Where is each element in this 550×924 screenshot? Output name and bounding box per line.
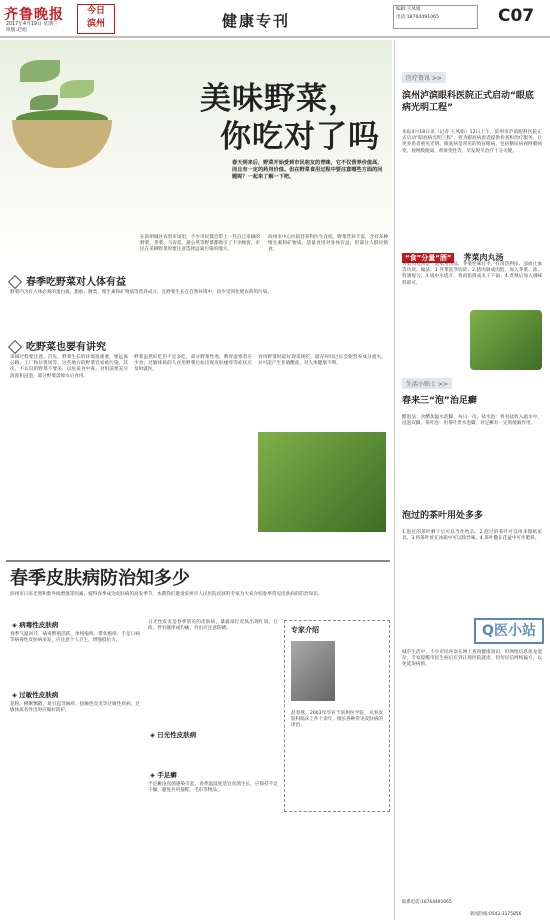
leaf-illustration [20, 60, 60, 82]
recipe-photo [470, 310, 542, 370]
section-title: 健康专刊 [222, 12, 291, 30]
wild-vegetable-photo [258, 432, 386, 532]
city-seal [77, 4, 115, 34]
seal-line2: 滨州 [86, 19, 105, 29]
q-text: 城市生活中，不少市民喜欢在网上查询健康知识，但网络信息鱼龙混杂，专家提醒市民生病后应到正规医院就诊，切勿轻信网络偏方，以免延误病情。 [402, 650, 542, 668]
expert-photo [291, 641, 335, 701]
diamond-icon [8, 340, 22, 354]
tips-tag: 生活小贴士 >> [402, 378, 452, 389]
tips-title: 春来三“泡”治足癣 [402, 396, 477, 406]
lead-subhead-2: 吃野菜也要有讲究 [10, 338, 106, 353]
leaf-illustration [60, 80, 94, 98]
issue-editor: 组版:赵旭 [6, 28, 27, 33]
seal-line1: 今日 [86, 6, 105, 16]
section-rule [6, 560, 390, 562]
news-text: 本报4月18日讯（记者 王凤娟）12日上午，滨州市泸滨眼科医院正式启动“眼底病光明工程”，将为眼底病患者提供检查和治疗服务，让更多患者重见光明。眼底病是常见的致盲眼病，包括糖尿病视网膜病变、视网膜脱离、黄斑变性等，早发现早治疗十分关键。 [402, 130, 542, 154]
leaf-illustration [30, 95, 58, 110]
skin-intro: 滨州市日来光照和紫外线增强等因素，使得春季成为皮肤病的高发季节，本期我们邀请滨州市人民医院皮肤科专家为大家介绍春季常见皮肤病的防治知识。 [10, 592, 323, 597]
tea-title: 泡过的茶叶用处多多 [402, 511, 484, 521]
skin-h-c: ◈ 日光性皮肤病 [150, 731, 197, 739]
lead-title-line2: 你吃对了吗 [220, 119, 380, 155]
skin-h-b: ◈ 过敏性皮肤病 [12, 691, 59, 699]
lead-intro: 春天到来后，野菜开始受到市民朋友的青睐，它不仅营养价值高，而且有一定的药用价值。但在野菜食用过程中要注意哪些方面的问题呢？一起来了解一下吧。 [232, 160, 383, 180]
skin-h-b-text: 花粉、柳絮飘散，易引起荨麻疹、接触性皮炎等过敏性疾病，过敏体质者外出时应做好防护。 [10, 702, 140, 714]
diamond-icon [8, 275, 22, 289]
page-number: C07 [498, 6, 535, 26]
skin-h-a-text: 春季气温回升，病毒繁殖活跃，单纯疱疹、带状疱疹、手足口病等病毒性皮肤病多发，应注意个人卫生，增强抵抗力。 [10, 632, 140, 644]
lead-col1-text: 采摘过程要注意，首先，野菜生长的环境很重要，要远离公路、工厂和垃圾场等，这些地方的野菜容易被污染。其次，不认识的野菜不要采，以免误食中毒。食用前要充分清洗和浸泡，部分野菜需焯水后食用。 [10, 355, 128, 379]
q-footer: 新闻热线:0543-3175856 [470, 912, 522, 917]
editor-box [393, 5, 478, 29]
lead-title-line1: 美味野菜， [200, 81, 360, 117]
tips-text: 醋泡法：食醋加温水泡脚，每日一次。盐水泡：将食盐放入温水中，浸泡双脚。茶叶泡：用茶叶煮水泡脚，对足癣有一定的缓解作用。 [402, 415, 542, 427]
recipe-title: 荠菜肉丸汤 [463, 253, 504, 262]
skin-col2-text: 日光性皮炎是春季常见的皮肤病，暴露部位皮肤出现红斑、丘疹，伴有瘙痒或灼痛，外出应注意防晒。 [148, 620, 278, 632]
recipe-text: 荠菜肉丸汤是一道家常汤品，荠菜性味甘平，有清热利尿、凉血止血等功效。做法：1.荠菜洗净切碎；2.猪肉剁成肉馅，加入荠菜、盐、料酒搅匀；3.锅中水烧开，将肉馅挤成丸子下锅；4.煮熟后加入调味料即可。 [402, 262, 542, 286]
news-tag: 医疗资讯 >> [402, 72, 446, 83]
editor-name: 编辑:王凤娟 [396, 7, 421, 12]
column-divider [394, 40, 395, 920]
skin-title: 春季皮肤病防治知多少 [10, 568, 190, 589]
lead-col3-text: 食用野菜时最好现采现吃，储存时间过长会使营养成分流失，并可能产生亚硝酸盐，对人体健康不利。 [258, 355, 386, 367]
q-contact: 联系电话:18764491065 [402, 900, 452, 905]
expert-box [284, 620, 390, 812]
news-title: 滨州泸滨眼科医院正式启动“眼底病光明工程” [402, 91, 534, 113]
lead-subhead-1: 春季吃野菜对人体有益 [10, 273, 126, 288]
skin-h-d-text: 手足癣由真菌感染引起，春季温湿度适宜真菌生长，应保持手足干燥，避免共用拖鞋、毛巾等物品。 [148, 782, 278, 794]
lead-body-top2: 滨州市中心医院营养科医生介绍，野菜营养丰富，含有多种维生素和矿物质，适量食用对身体有益，但部分人群应慎食。 [268, 235, 388, 253]
skin-h-d: ◈ 手足癣 [150, 771, 177, 779]
issue-info [6, 22, 58, 34]
lead-col2-text: 野菜虽然好吃但不宜多吃，部分野菜性寒，脾胃虚寒者应少食；过敏体质的人食用野菜后如出现皮肤瘙痒等症状应及时就医。 [134, 355, 252, 373]
lead-sub1-text: 野菜内含有人体必须的蛋白质、脂肪、糖类、维生素和矿物质等营养成分，且野菜生长在自然环境中，较少受到化肥农药的污染。 [10, 290, 272, 295]
lead-body-top: 在滨州城区农贸市场里，不少市民都会带上一些自己采摘的野菜，荠菜、马齿苋、蒲公英等野菜都吸引了不少顾客。市民在采摘野菜时要注意选择远离污染的地方。 [140, 235, 260, 253]
recipe-badge: “食”分量“酒” [402, 253, 454, 263]
page-header [0, 0, 550, 38]
q-station-logo: Q医小站 [474, 618, 544, 644]
masthead: 齐鲁晚报 [4, 7, 64, 23]
tea-text: 1.泡过的茶叶晒干后可以当作枕芯。2.泡过的茶叶可以用来擦拭家具。3.将茶叶放在冰箱中可以除异味。4.茶叶撒在花盆中可作肥料。 [402, 530, 542, 542]
lead-title [200, 80, 380, 156]
skin-h-a: ◈ 病毒性皮肤病 [12, 621, 59, 629]
expert-label: 专家介绍 [291, 626, 319, 634]
issue-date: 2017年4月19日 星期三 [6, 22, 58, 27]
editor-phone: 电话:18764491065 [396, 15, 439, 20]
expert-caption: 赵春燕，2003年毕业于滨州医学院，从事皮肤科临床工作十余年，擅长各种常见皮肤病的诊治。 [291, 711, 383, 729]
